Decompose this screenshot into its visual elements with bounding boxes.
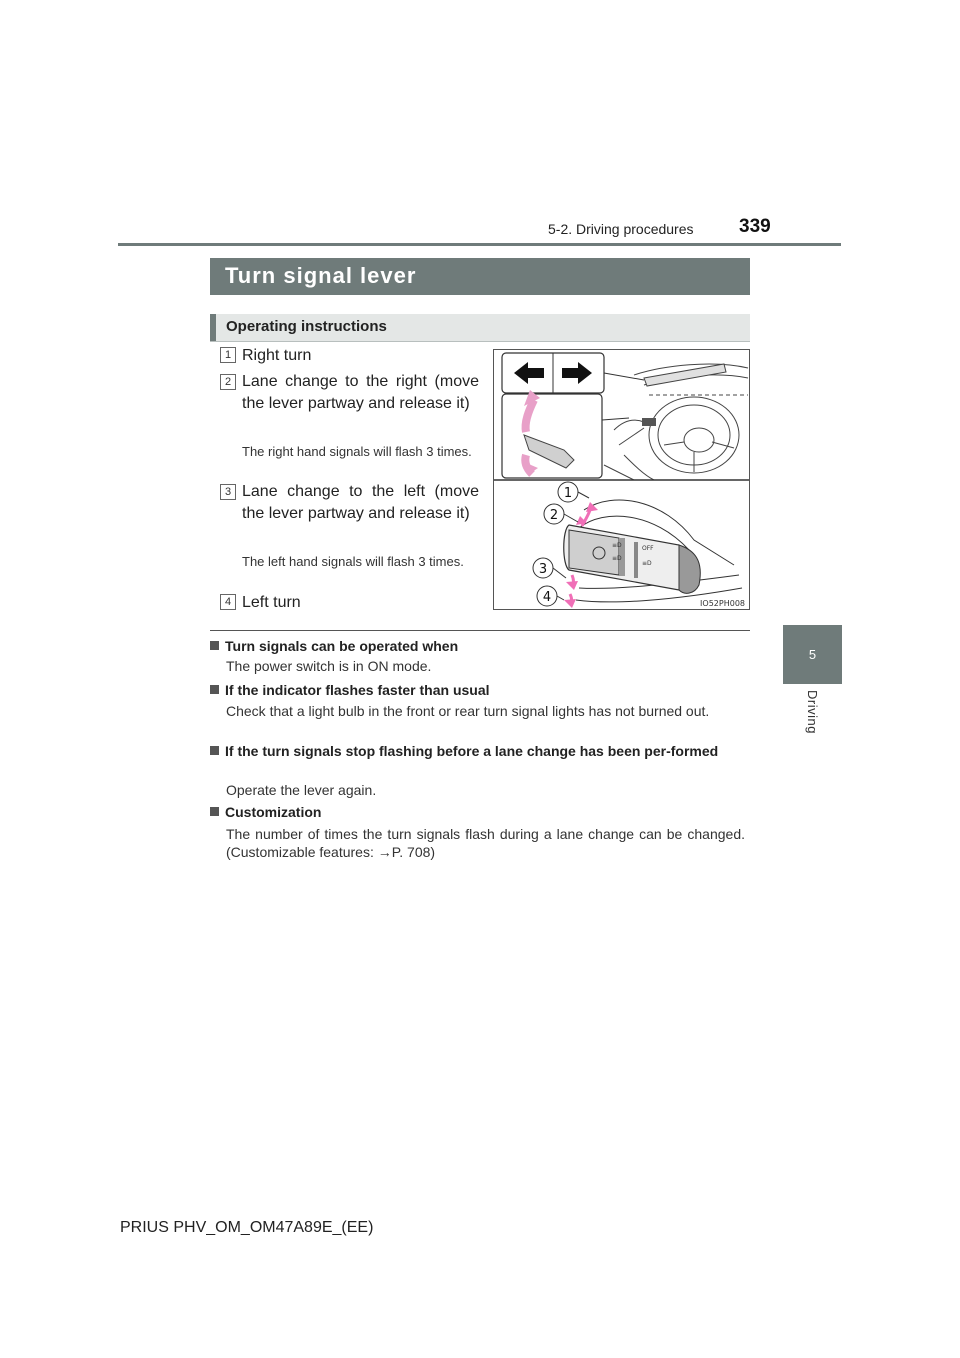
note-heading-3: If the turn signals stop flashing before a lane change has been per-formed	[210, 742, 750, 760]
item-number-1: 1	[220, 347, 236, 363]
item-text-lane-change-left: Lane change to the left (move the lever partway and release it)	[242, 483, 479, 522]
turn-signal-illustration	[494, 350, 749, 609]
square-bullet-icon	[210, 641, 219, 650]
svg-text:OFF: OFF	[642, 545, 654, 552]
running-header-section: 5-2. Driving procedures	[548, 221, 694, 237]
subsection-rule	[210, 341, 750, 342]
item-note-right: The right hand signals will flash 3 times.	[242, 444, 472, 459]
page-number: 339	[739, 216, 771, 237]
note-body-2: Check that a light bulb in the front or rear turn signal lights has not burned out.	[226, 703, 710, 719]
callout-2: 2	[549, 508, 559, 523]
item-text-lane-change-right: Lane change to the right (move the lever partway and release it)	[242, 373, 479, 412]
note-body-4: The number of times the turn signals flash during a lane change can be changed. (Customizable features: →P. 708)	[226, 826, 745, 860]
item-number-2: 2	[220, 374, 236, 390]
note-body-3: Operate the lever again.	[226, 782, 377, 798]
chapter-tab	[783, 625, 842, 684]
chapter-number: 5	[808, 647, 817, 662]
svg-text:≡D: ≡D	[612, 555, 622, 562]
square-bullet-icon	[210, 746, 219, 755]
note-heading-4: Customization	[210, 803, 750, 821]
svg-text:≡D: ≡D	[642, 560, 652, 567]
callout-1: 1	[563, 486, 573, 501]
note-body-1: The power switch is in ON mode.	[226, 658, 432, 674]
subsection-title: Operating instructions	[210, 314, 750, 341]
item-note-left: The left hand signals will flash 3 times.	[242, 554, 464, 569]
figure-code: IO52PH008	[700, 599, 745, 608]
callout-3: 3	[538, 562, 548, 577]
note-heading-1: Turn signals can be operated when	[210, 637, 750, 655]
square-bullet-icon	[210, 807, 219, 816]
callout-4: 4	[542, 590, 552, 605]
section-title: Turn signal lever	[210, 258, 750, 295]
note-heading-2: If the indicator flashes faster than usual	[210, 681, 750, 699]
chapter-label-box	[783, 690, 842, 750]
item-text-left-turn: Left turn	[242, 594, 301, 611]
chapter-label: Driving	[805, 690, 820, 734]
document-footer: PRIUS PHV_OM_OM47A89E_(EE)	[120, 1219, 374, 1236]
header-rule	[118, 243, 841, 246]
item-number-3: 3	[220, 484, 236, 500]
turn-signal-figure	[493, 349, 750, 610]
square-bullet-icon	[210, 685, 219, 694]
svg-text:≡D: ≡D	[612, 542, 622, 549]
item-number-4: 4	[220, 594, 236, 610]
notes-rule	[210, 630, 750, 631]
item-text-right-turn: Right turn	[242, 347, 312, 364]
